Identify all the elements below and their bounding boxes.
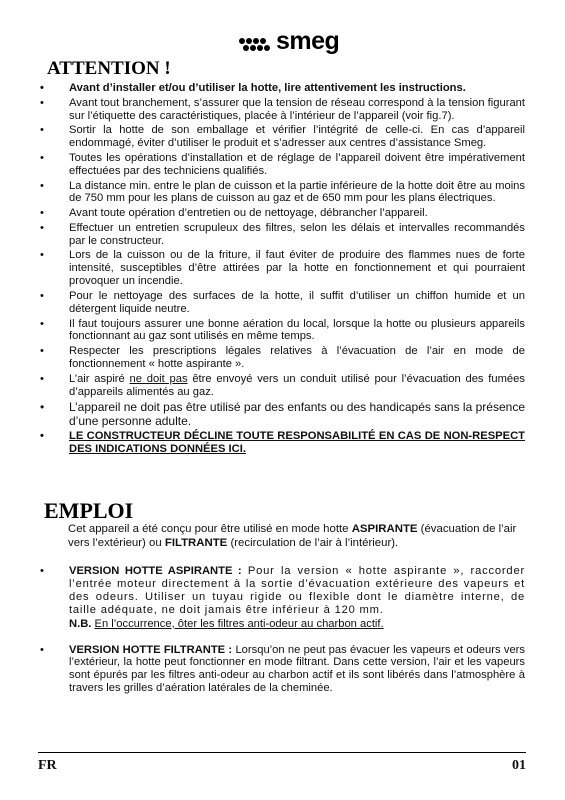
bullet-icon: • [40, 289, 44, 302]
bullet-icon: • [40, 430, 44, 443]
emploi-intro: Cet appareil a été conçu pour être utilisé en mode hotte ASPIRANTE (évacuation de l’air vers l’extérieur) ou FILTRANTE (recirculation de l’air à l’intérieur). [68, 523, 517, 549]
bullet-icon: • [40, 345, 44, 358]
list-item: • Sortir la hotte de son emballage et vérifier l’intégrité de celle-ci. En cas d’appareil endommagé, éviter d’utiliser le produit et s’adresser aux centres d’assistance Smeg. [40, 124, 525, 150]
bullet-icon: • [40, 565, 44, 577]
list-item: • L’appareil ne doit pas être utilisé par des enfants ou des handicapés sans la présence d’une personne adulte. [40, 400, 525, 429]
list-item: • Lors de la cuisson ou de la friture, il faut éviter de produire des flammes nues de forte intensité, susceptibles d’être attirées par la hotte en fonctionnement et qui pourraient provoquer un incendie. [40, 249, 525, 288]
list-item: • Avant tout branchement, s’assurer que la tension de réseau correspond à la tension figurant sur l’étiquette des caractéristiques, placée à l’intérieur de l’appareil (voir fig.7). [40, 96, 525, 122]
emploi-list [40, 565, 525, 708]
bullet-icon: • [40, 317, 44, 330]
bullet-icon: • [40, 96, 44, 109]
smeg-logo [238, 27, 346, 56]
emploi-title: EMPLOI [44, 498, 134, 523]
logo-text: smeg [276, 27, 340, 55]
list-item: • Toutes les opérations d’installation et de réglage de l’appareil doivent être impérativement effectuées par des techniciens qualifiés. [40, 151, 525, 177]
smeg-dots-logo-icon [238, 36, 274, 54]
list-item: • LE CONSTRUCTEUR DÉCLINE TOUTE RESPONSABILITÉ EN CAS DE NON-RESPECT DES INDICATIONS DONNÉES ICI. [40, 430, 525, 456]
list-item: • L’air aspiré ne doit pas être envoyé vers un conduit utilisé pour l’évacuation des fumées d’appareils alimentés au gaz. [40, 372, 525, 398]
list-item: • La distance min. entre le plan de cuisson et la partie inférieure de la hotte doit être au moins de 750 mm pour les plans de cuisson au gaz et de 650 mm pour les plans électriques. [40, 179, 525, 205]
list-item: • Avant d’installer et/ou d’utiliser la hotte, lire attentivement les instructions. [40, 82, 466, 94]
bullet-icon: • [40, 221, 44, 234]
bullet-icon: • [40, 82, 44, 94]
bullet-icon: • [40, 372, 44, 385]
list-item: • Avant toute opération d’entretien ou de nettoyage, débrancher l’appareil. [40, 207, 428, 220]
list-item: • Pour le nettoyage des surfaces de la hotte, il suffit d’utiliser un chiffon humide et un détergent liquide neutre. [40, 289, 525, 315]
footer-language: FR [38, 758, 57, 773]
list-item: • Effectuer un entretien scrupuleux des filtres, selon les délais et intervalles recommandés par le constructeur. [40, 221, 525, 247]
attention-title: ATTENTION ! [47, 58, 171, 79]
nb-note: N.B. En l’occurrence, ôter les filtres anti-odeur au charbon actif. [69, 617, 384, 630]
attention-list [40, 82, 525, 458]
bullet-icon: • [40, 249, 44, 262]
bullet-icon: • [40, 151, 44, 164]
list-item: • VERSION HOTTE FILTRANTE : Lorsqu’on ne peut pas évacuer les vapeurs et odeurs vers l’extérieur, la hotte peut fonctionner en mode filtrant. Dans cette version, l’air et les vapeurs sont épurés par les filtres anti-odeur au charbon actif et ils sont libérés dans l’atmosphère à travers les grilles d’aération latérales de la cheminée. [40, 643, 525, 695]
list-item: • Respecter les prescriptions légales relatives à l’évacuation de l’air en mode de fonctionnement « hotte aspirante ». [40, 345, 525, 371]
bullet-icon: • [40, 207, 44, 220]
bullet-icon: • [40, 400, 45, 415]
list-item: • Il faut toujours assurer une bonne aération du local, lorsque la hotte ou plusieurs appareils fonctionnant au gaz sont utilisés en même temps. [40, 317, 525, 343]
list-item: • VERSION HOTTE ASPIRANTE : Pour la version « hotte aspirante », raccorder l’entrée moteur directement à la sortie d’évacuation extérieure des vapeurs et des odeurs. Utiliser un tuyau rigide ou flexible dont le diamètre interne, de taille adéquate, ne doit jamais être inférieur à 120 mm. N.B. En l’occurrence, ôter les filtres anti-odeur au charbon actif. [40, 565, 526, 630]
bullet-icon: • [40, 124, 44, 137]
bullet-icon: • [40, 643, 44, 656]
footer-divider [38, 752, 526, 753]
bullet-icon: • [40, 179, 44, 192]
footer-page-number: 01 [512, 758, 526, 773]
